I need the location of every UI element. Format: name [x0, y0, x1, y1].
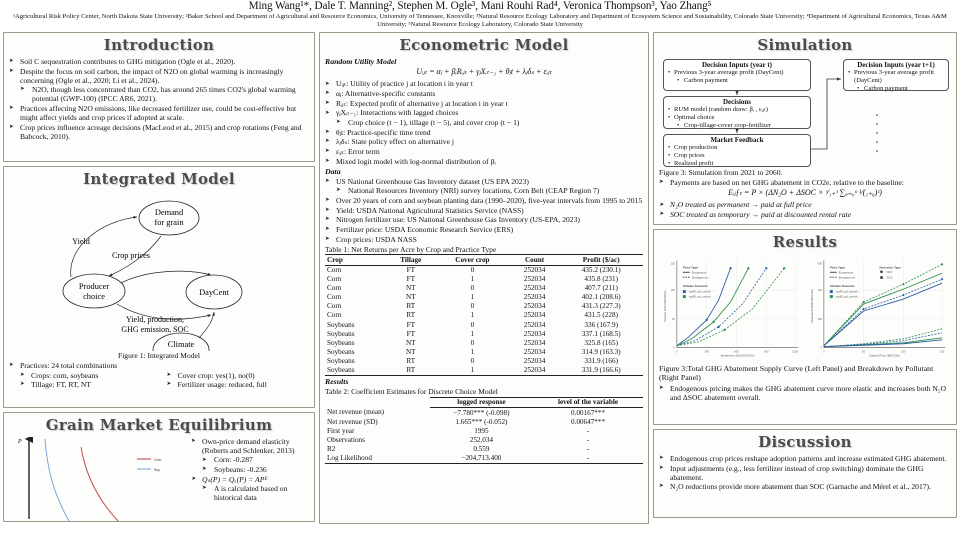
list-item: ➤ Crop choice (t − 1), tillage (t − 5), and cover crop (t − 1) [336, 118, 643, 127]
col-logged-response: logged response [430, 397, 533, 407]
list-item [9, 67, 309, 104]
figure-1-caption: Figure 1: Integrated Model [117, 350, 201, 360]
results-bullets [659, 384, 951, 402]
table-cell: FT [406, 329, 415, 338]
col-count: Count [510, 255, 560, 265]
col-crop: Crop [325, 255, 386, 265]
panel-econometric-model [319, 32, 649, 524]
table-cell: Net revenue (SD) [327, 417, 378, 426]
panel-integrated-model [3, 166, 315, 408]
col-profit: Profit ($/ac) [559, 255, 643, 265]
elasticity-list [202, 455, 309, 474]
table-header-row [325, 255, 643, 265]
svg-text:rcp85_pd_use/ch: rcp85_pd_use/ch [688, 294, 711, 299]
svg-text:choice: choice [83, 291, 105, 301]
table-cell: RT [406, 311, 416, 320]
table-cell: Corn [327, 311, 342, 320]
table-cell: 252034 [523, 329, 546, 338]
box-heading: Decisions [723, 97, 751, 106]
table-cell: 0 [470, 265, 475, 274]
figure-3-sim-caption: Figure 3: Simulation from 2021 to 2060. [659, 167, 783, 177]
results-title: Results [772, 232, 838, 251]
table-cell: Soybeans [327, 338, 355, 347]
table1-caption: Table 1: Net Returns per Acre by Crop and Practice Type [325, 244, 497, 254]
table-cell: 407.7 (211) [584, 284, 618, 293]
table-cell: First year [327, 426, 355, 435]
list-item: ➤ Input adjustments (e.g., less fertilizer instead of crop switching) dominate the GHG abatement. [659, 464, 951, 482]
table-cell: 252034 [523, 356, 546, 365]
table-cell: 431.3 (227.3) [581, 302, 621, 311]
svg-text:Carbon Price ($/tCO2e): Carbon Price ($/tCO2e) [662, 290, 667, 322]
table-row [325, 265, 643, 275]
table-cell: 0 [470, 356, 475, 365]
svg-text:Carbon Price ($/tCO2e): Carbon Price ($/tCO2e) [868, 353, 901, 358]
table-cell: Soybeans [325, 366, 386, 376]
table-cell: −204,713.400 [430, 454, 533, 464]
svg-text:P: P [18, 438, 22, 445]
table-cell: 0.559 [473, 444, 490, 453]
introduction-bullets [9, 57, 309, 141]
bullet-text: Despite the focus on soil carbon, the impact of N2O on global warming is increasingly concerning (Ogle et al., 2020; Li et al., 2024). [20, 66, 284, 85]
table-row [325, 435, 643, 444]
box-items [667, 144, 807, 168]
data-heading: Data [325, 166, 341, 176]
list-item: • Optimal choice [667, 114, 807, 122]
poster-columns [0, 30, 960, 524]
svg-text:Exogenous: Exogenous [691, 270, 707, 275]
simulation-flow-diagram [659, 57, 951, 167]
practices-list [9, 361, 309, 370]
bullet-text: US National Greenhouse Gas Inventory dataset (US EPA 2023) [336, 176, 529, 186]
svg-text:Yield: Yield [72, 236, 90, 246]
table-cell: Observations [327, 435, 365, 444]
table-cell: - [586, 435, 590, 444]
left-column [3, 32, 315, 524]
panel-introduction [3, 32, 315, 162]
table-cell: FT [406, 320, 415, 329]
table-cell: 1 [435, 366, 510, 376]
svg-text:Soy: Soy [154, 467, 160, 472]
table-cell: RT [386, 366, 435, 376]
svg-text:100: 100 [901, 350, 906, 354]
list-item: • RUM model (random draw: βᵢ , εᵢⱼₜ) [667, 106, 807, 114]
table-row [325, 408, 643, 418]
svg-text:Producer: Producer [78, 281, 110, 291]
table-row [325, 320, 643, 329]
table-cell: 252034 [523, 338, 546, 347]
table-row [325, 347, 643, 356]
table-cell: Soybeans [327, 329, 355, 338]
table-cell: 402.1 (208.6) [581, 293, 621, 302]
list-item: • Carbon payment [847, 85, 945, 93]
introduction-title: Introduction [103, 35, 215, 54]
table-cell: 252,034 [469, 435, 494, 444]
table-cell: - [586, 426, 590, 435]
table-cell: Corn [327, 293, 342, 302]
table-cell: 0 [470, 338, 475, 347]
rum-equation: Uᵢⱼₜ = αⱼ + βᵢRᵢⱼₜ + γⱼXᵢₜ₋₁ + θⱼt + λⱼδₛ + εᵢⱼₜ [416, 67, 552, 77]
table-row [325, 366, 643, 376]
svg-text:Crop prices: Crop prices [112, 250, 150, 260]
table-cell: 336 (167.9) [584, 320, 618, 329]
table-cell: 0 [470, 320, 475, 329]
poster-header [0, 0, 960, 30]
table-cell: 337.1 (168.5) [581, 329, 621, 338]
list-item: ➤ Fertilizer usage: reduced, full [167, 380, 310, 389]
svg-text:Climate Scenario: Climate Scenario [682, 283, 708, 288]
table-header-row [325, 397, 643, 407]
grain-market-chart [9, 437, 189, 522]
table-cell: 314.9 (163.3) [581, 347, 621, 356]
table-row [325, 445, 643, 454]
table-row [325, 329, 643, 338]
list-item [325, 108, 643, 127]
table-cell: 0.00167*** [570, 408, 606, 417]
table-cell: Corn [327, 302, 342, 311]
list-item [325, 177, 643, 196]
table-row [325, 284, 643, 293]
list-item: ➤ λⱼδₛ: State policy effect on alternative j [325, 137, 643, 146]
svg-text:400: 400 [817, 288, 822, 292]
list-item: ➤ Over 20 years of corn and soybean planting data (1990–2020), five-year intervals from 1995 to 2015 [325, 196, 643, 205]
list-item: ➤ Rᵢⱼₜ: Expected profit of alternative j at location i in year t [325, 99, 643, 108]
list-item: ➤ National Resources Inventory (NRI) survey locations, Corn Belt (CEAP Region 7) [336, 186, 643, 195]
discussion-bullets [659, 454, 951, 492]
svg-text:Endogenous: Endogenous [838, 275, 855, 280]
svg-text:0: 0 [676, 350, 678, 354]
table-cell: Soybeans [327, 320, 355, 329]
table-cell: 252034 [523, 293, 546, 302]
svg-text:Price Type: Price Type [829, 265, 846, 270]
list-item: ➤ SOC treated as temporary → paid at discounted rental rate [659, 210, 951, 219]
table-cell: 252034 [523, 302, 546, 311]
table-cell: 1 [470, 347, 475, 356]
svg-text:100: 100 [670, 288, 675, 292]
simulation-title: Simulation [757, 35, 853, 54]
list-item: ➤ Practices: 24 total combinations [9, 361, 309, 370]
svg-text:Climate Scenario: Climate Scenario [829, 283, 855, 288]
svg-text:GHG emission, SOC: GHG emission, SOC [121, 324, 189, 334]
table-cell: Log Likelihood [325, 454, 430, 464]
econometric-title: Econometric Model [399, 35, 569, 54]
table-cell: 0.00647*** [570, 417, 606, 426]
table-row [325, 454, 643, 464]
table-cell: 0 [470, 302, 475, 311]
payment-bullets [659, 178, 951, 187]
box-heading: Decision Inputs (year t) [701, 60, 773, 69]
list-item: • Realized profit [667, 160, 807, 168]
table-cell: 1 [470, 311, 475, 320]
table-cell: 325.8 (165) [584, 338, 618, 347]
svg-text:0: 0 [673, 346, 675, 350]
econometric-definitions [325, 79, 643, 165]
table-cell: RT [406, 356, 416, 365]
table-cell: NT [405, 293, 416, 302]
grain-market-title: Grain Market Equilibrium [45, 415, 273, 434]
table-cell: Corn [327, 275, 342, 284]
table2-caption: Table 2: Coefficient Estimates for Discrete Choice Model [325, 387, 498, 397]
results-charts [659, 254, 951, 362]
table-cell: - [533, 454, 643, 464]
list-item: ➤ N₂O treated as permanent → paid at full price [659, 200, 951, 209]
table-cell: 252034 [523, 275, 546, 284]
practices-grid [20, 371, 309, 390]
figure-integrated-model [9, 191, 309, 351]
list-item [191, 475, 309, 503]
payment-sub-bullets [659, 200, 951, 219]
svg-text:200: 200 [817, 317, 822, 321]
svg-text:rcp85_pd_use/ch: rcp85_pd_use/ch [835, 294, 858, 299]
list-item: ➤ Corn: -0.287 [202, 455, 309, 464]
right-column [653, 32, 957, 524]
data-bullets [325, 177, 643, 244]
panel-grain-market-equilibrium [3, 412, 315, 522]
discussion-title: Discussion [758, 432, 852, 451]
list-item: ➤ εᵢⱼₜ: Error term [325, 147, 643, 156]
list-item: ➤ Uᵢⱼₜ: Utility of practice j at location i in year t [325, 79, 643, 88]
svg-text:Demand: Demand [154, 207, 184, 217]
affiliation-list: ¹Agricultural Risk Policy Center, North Dakota State University; ²Baker School and Department of Agricultural and Resource Economics, University of Tennessee, Knoxville; ³Natural Resource Ecology Laboratory and Department of Ecosystem Science and Sustainability, Colorado State University; ⁴Department of Agricultural Economics, Texas A&M University; ⁵Natural Resource Ecology Laboratory, Colorado State University [13, 13, 947, 29]
table-cell: - [586, 444, 590, 453]
box-items [667, 69, 807, 85]
table-cell: 1 [470, 329, 475, 338]
list-item: ➤ N₂O reductions provide more abatement than SOC (Garnache and Mérel et al., 2017). [659, 482, 951, 491]
list-item: ➤ θⱼt: Practice-specific time trend [325, 128, 643, 137]
table-cell: 1 [470, 275, 475, 284]
chart-abatement-supply-curve [659, 254, 804, 362]
table-net-returns [325, 254, 643, 376]
list-item: ➤ Tillage: FT, RT, NT [20, 380, 163, 389]
table-row [325, 417, 643, 426]
introduction-subbullets [20, 85, 309, 103]
col-tillage: Tillage [386, 255, 435, 265]
random-utility-model-heading: Random Utility Model [325, 56, 397, 66]
author-list: Ming Wang¹*, Dale T. Manning², Stephen M. Ogle³, Mani Rouhi Rad⁴, Veronica Thompson³, Yao Zhang⁵ [248, 0, 712, 12]
svg-text:50: 50 [672, 317, 675, 321]
svg-text:Corn: Corn [154, 457, 162, 462]
results-heading: Results [325, 377, 349, 387]
list-item: • Previous 3-year average profit (DayCent) [667, 69, 807, 77]
table-cell: 431.5 (228) [584, 311, 618, 320]
table-row [325, 275, 643, 284]
list-item: ➤ Payments are based on net GHG abatement in CO2e, relative to the baseline: [659, 178, 951, 187]
list-item: ➤ Fertilizer price: USDA Economic Research Service (ERS) [325, 225, 643, 234]
table-cell: Corn [327, 265, 342, 274]
table-cell: 1 [470, 293, 475, 302]
table-cell: −7.780*** (-0.098) [453, 408, 510, 417]
integrated-model-svg [9, 191, 309, 351]
list-item: • Previous 3-year average profit (DayCent) [847, 69, 945, 85]
table-cell: RT [406, 302, 416, 311]
box-items [847, 69, 945, 93]
col-blank [325, 397, 430, 407]
table-cell: FT [406, 265, 415, 274]
flow-box-decision-inputs-t [663, 59, 811, 91]
payment-equation: Eᵢⱼƒₜ = P × (ΔN₂O + ΔSOC × ᶟ⁄₁₊ᶟ ∑ᵩ₌₀ᵒ ¹⁄(₁₊ᵨ)ᶻ) [728, 188, 882, 198]
table-cell: 331.9 (166) [584, 356, 618, 365]
panel-discussion [653, 429, 957, 518]
table-cell: 1.665*** (-0.052) [455, 417, 508, 426]
svg-text:SOC: SOC [886, 275, 893, 280]
svg-text:change [169, 350, 193, 351]
table-cell: 252034 [523, 265, 546, 274]
list-item: ➤ Crop prices: USDA NASS [325, 235, 643, 244]
svg-text:300: 300 [704, 350, 709, 354]
svg-text:50: 50 [862, 350, 866, 354]
list-item [191, 437, 309, 474]
table-cell: NT [405, 347, 416, 356]
bullet-text: Own-price demand elasticity (Roberts and Schlenker, 2013) [202, 436, 295, 455]
list-item: ➤ N2O, though less concentrated than CO2, has around 265 times CO2's global warming potential (GWP-100) (IPCC AR6, 2021). [20, 85, 309, 103]
svg-text:Climate: Climate [167, 339, 195, 349]
table-cell: 1995 [474, 426, 489, 435]
chart-breakdown-by-pollutant [806, 254, 951, 362]
table-row [325, 302, 643, 311]
flow-box-decisions [663, 96, 811, 129]
list-item: • Crop prices [667, 152, 807, 160]
flow-box-market-feedback [663, 134, 811, 167]
svg-text:150: 150 [670, 262, 675, 266]
svg-text:Endogenous: Endogenous [691, 275, 708, 280]
svg-text:0: 0 [820, 346, 822, 350]
list-item: ➤ Crops: corn, soybeans [20, 371, 163, 380]
table-cell: Net revenue (mean) [327, 408, 385, 417]
flow-box-decision-inputs-t1 [843, 59, 949, 91]
table1-body [325, 265, 643, 375]
table-cell: NT [405, 338, 416, 347]
svg-text:for grain: for grain [154, 217, 184, 227]
panel-results [653, 229, 957, 425]
col-level-variable: level of the variable [533, 397, 643, 407]
box-items [667, 106, 807, 130]
svg-text:1200: 1200 [792, 350, 798, 354]
table2-body [325, 408, 643, 464]
svg-text:rcp45_pd_use/ch: rcp45_pd_use/ch [688, 289, 711, 294]
table-cell: 331.9 (166.6) [559, 366, 643, 376]
col-cover-crop: Cover crop [435, 255, 510, 265]
bullet-text: Qₛ(P) = Qₓ(P) = APᴱ [202, 474, 268, 484]
table-row [325, 293, 643, 302]
svg-text:Price Type: Price Type [682, 265, 699, 270]
list-item: • Carbon payment [667, 77, 807, 85]
svg-text:600: 600 [817, 262, 822, 266]
table-cell: R2 [327, 444, 336, 453]
list-item: • Crop production [667, 144, 807, 152]
table-cell: Soybeans [327, 356, 355, 365]
list-item: ➤ Mixed logit model with log-normal distribution of βᵢ [325, 157, 643, 166]
list-item: ➤ Practices affecting N2O emissions, like decreased fertilizer use, could be cost-effective but might affect yields and crop prices if adopted at scale. [9, 104, 309, 122]
table-cell: 252034 [523, 284, 546, 293]
bullet-text: γⱼXᵢₜ₋₁: Interactions with lagged choices [336, 108, 459, 118]
list-item: ➤ Crop prices influence acreage decisions (MacLeod et al., 2015) and crop rotations (Feng and Babcock, 2010). [9, 123, 309, 141]
svg-text:N2O: N2O [886, 269, 893, 274]
list-item: ➤ Soybeans: -0.236 [202, 465, 309, 474]
svg-text:rcp45_pd_use/ch: rcp45_pd_use/ch [835, 289, 858, 294]
lagged-choices-sub [336, 118, 643, 127]
figure-3-results-caption: Figure 3:Total GHG Abatement Supply Curve (Left Panel) and Breakdown by Pollutant (Right Panel) [659, 363, 934, 383]
svg-text:DayCent: DayCent [199, 287, 229, 297]
panel-simulation [653, 32, 957, 225]
table-row [325, 311, 643, 320]
table-cell: 435.2 (230.1) [581, 265, 621, 274]
svg-text:600: 600 [734, 350, 739, 354]
middle-column [319, 32, 649, 524]
list-item: ➤ Endogenous crop prices reshape adoption patterns and increase estimated GHG abatement. [659, 454, 951, 463]
svg-text:Yield, production,: Yield, production, [126, 314, 184, 324]
svg-text:Emission Type: Emission Type [879, 265, 901, 270]
svg-text:900: 900 [764, 350, 769, 354]
table-cell: 252034 [510, 366, 560, 376]
list-item: ➤ Endogenous pricing makes the GHG abatement curve more elastic and increases both N₂O and ΔSOC abatement overall. [659, 384, 951, 402]
table-cell: 252034 [523, 320, 546, 329]
table-row [325, 357, 643, 366]
grain-market-bullets [191, 437, 309, 503]
note-list [202, 484, 309, 502]
list-item: ➤ Soil C sequestration contributes to GHG mitigation (Ogle et al., 2020). [9, 57, 309, 66]
table-cell: 252034 [523, 311, 546, 320]
table-cell: 252034 [523, 347, 546, 356]
list-item: ➤ Yield: USDA National Agricultural Statistics Service (NASS) [325, 206, 643, 215]
svg-text:150: 150 [939, 350, 945, 354]
table-coefficient-estimates [325, 397, 643, 464]
svg-text:0: 0 [823, 350, 825, 354]
table-cell: Corn [327, 284, 342, 293]
integrated-model-title: Integrated Model [83, 169, 235, 188]
nri-sub [336, 186, 643, 195]
list-item: ➤ Cover crop: yes(1), no(0) [167, 371, 310, 380]
list-item: ➤ Nitrogen fertilizer use: US National Greenhouse Gas Inventory (US-EPA, 2023) [325, 215, 643, 224]
table-row [325, 426, 643, 435]
table-cell: 0 [470, 284, 475, 293]
table-row [325, 338, 643, 347]
table-cell: 435.8 (231) [584, 275, 618, 284]
table-cell: Soybeans [327, 347, 355, 356]
svg-text:Abatement (000 MtCO2e): Abatement (000 MtCO2e) [720, 353, 755, 358]
list-item: ➤ αⱼ: Alternative-specific constants [325, 89, 643, 98]
box-heading: Decision Inputs (year t+1) [857, 60, 935, 69]
list-item: • Crop-tillage-cover crop-fertilizer [667, 122, 807, 130]
table-cell: NT [405, 284, 416, 293]
box-heading: Market Feedback [710, 135, 764, 144]
svg-text:Exogenous: Exogenous [838, 270, 854, 275]
practices-col-left [20, 371, 163, 390]
svg-text:Abatement (000 MtCO2e): Abatement (000 MtCO2e) [809, 288, 814, 323]
practices-col-right [167, 371, 310, 390]
table-cell: FT [406, 275, 415, 284]
list-item: ➤ A is calculated based on historical data [202, 484, 309, 502]
